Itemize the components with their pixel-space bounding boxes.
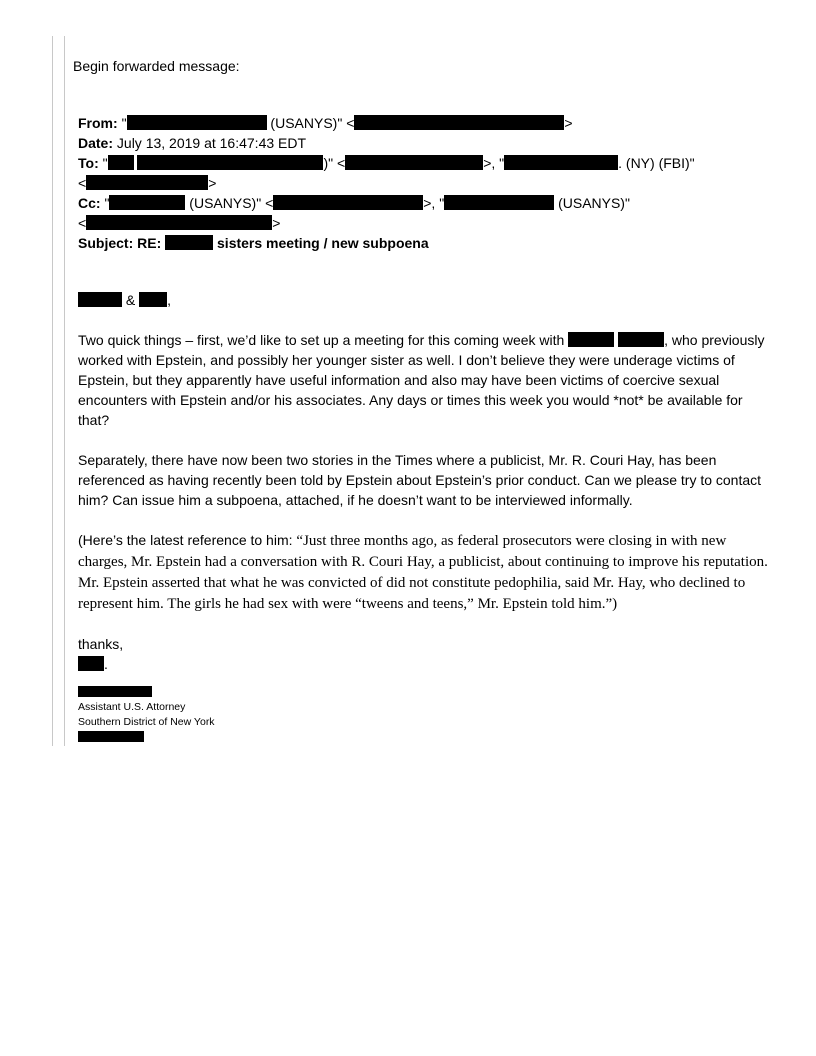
redaction: [444, 195, 554, 210]
sender-initials: [78, 654, 768, 674]
from-text-a: ": [121, 115, 127, 131]
to-text-c: >, ": [483, 155, 505, 171]
email-body: [78, 290, 768, 674]
redaction: [86, 175, 208, 190]
to-text-d: . (NY) (FBI)": [618, 155, 695, 171]
date-label: Date:: [78, 135, 114, 151]
cc-text-d: (USANYS)": [554, 195, 630, 211]
cc-text-c: >, ": [423, 195, 445, 211]
cc-text-b: (USANYS)" <: [185, 195, 274, 211]
redaction: [137, 155, 323, 170]
redaction: [618, 332, 664, 347]
quote-text: “Just three months ago, as federal prosecutors were closing in with new charges, Mr. Epstein had a conversation with R. Couri Hay, a publicist, about continuing to improve his reputation. Mr. Epstein asserted that what he was convicted of did not constitute pedophilia, said Mr. Hay, who declined to represent him. The girls he had sex with were “tweens and teens,” Mr. Epstein told him.”): [78, 533, 768, 612]
quote-rule-outer: [52, 36, 53, 746]
from-label: From:: [78, 115, 118, 131]
redaction: [78, 292, 122, 307]
sender-period: .: [104, 656, 108, 672]
signature-office: Southern District of New York: [78, 716, 215, 728]
to-text-a: ": [98, 155, 108, 171]
redaction: [165, 235, 213, 250]
from-text-c: >: [564, 115, 573, 131]
to-label: To:: [78, 155, 99, 171]
redaction: [127, 115, 267, 130]
to-line-cont: [78, 173, 695, 193]
redaction: [108, 155, 134, 170]
signature: [78, 685, 215, 745]
subject-text: sisters meeting / new subpoena: [213, 235, 429, 251]
subject-line: [78, 233, 695, 253]
subject-label: Subject: RE:: [78, 235, 162, 251]
redaction: [568, 332, 614, 347]
paragraph-publicist: Separately, there have now been two stories in the Times where a publicist, Mr. R. Couri Hay, has been referenced as having recently been told by Epstein about Epstein’s prior conduct. Can we please try to contact him? Can issue him a subpoena, attached, if he doesn’t want to be interviewed informally.: [78, 452, 762, 508]
cc-line-cont: [78, 213, 695, 233]
redaction: [109, 195, 185, 210]
redaction: [139, 292, 167, 307]
cc-text-a: ": [100, 195, 110, 211]
paragraph-quote: [78, 530, 768, 614]
cc2-text-a: <: [78, 215, 87, 231]
to-text-b: )" <: [323, 155, 346, 171]
signature-title: Assistant U.S. Attorney: [78, 701, 186, 713]
greeting-comma: ,: [167, 292, 172, 308]
paragraph-meeting: [78, 330, 768, 430]
p3-text-a: (Here’s the latest reference to him:: [78, 532, 297, 548]
from-text-b: (USANYS)" <: [266, 115, 355, 131]
redaction: [273, 195, 423, 210]
redaction: [345, 155, 483, 170]
from-line: [78, 113, 695, 133]
cc-line: [78, 193, 695, 213]
to-line: [78, 153, 695, 173]
greeting-amp: &: [122, 292, 140, 308]
date-value: July 13, 2019 at 16:47:43 EDT: [113, 135, 307, 151]
p1-text-b: , who previously worked with Epstein, and possibly her younger sister as well. I don’t believe they were underage victims of Epstein, but they apparently have useful information and also may have been victims of coercive sexual encounters with Epstein and/or his associates. Any days or times this week you would *not* be available for that?: [78, 332, 765, 428]
redaction: [86, 215, 272, 230]
to2-text-b: >: [208, 175, 217, 191]
date-line: [78, 133, 695, 153]
email-header: [78, 113, 695, 253]
redaction: [354, 115, 564, 130]
p1-text-a: Two quick things – first, we’d like to set up a meeting for this coming week with: [78, 332, 569, 348]
redaction: [78, 731, 144, 742]
greeting: [78, 290, 768, 310]
redaction: [78, 656, 104, 671]
forward-label: Begin forwarded message:: [73, 58, 240, 74]
quote-rule-inner: [64, 36, 65, 746]
to2-text-a: <: [78, 175, 87, 191]
redaction: [504, 155, 618, 170]
redaction: [78, 686, 152, 697]
cc2-text-b: >: [272, 215, 281, 231]
thanks: thanks,: [78, 636, 124, 652]
cc-label: Cc:: [78, 195, 101, 211]
